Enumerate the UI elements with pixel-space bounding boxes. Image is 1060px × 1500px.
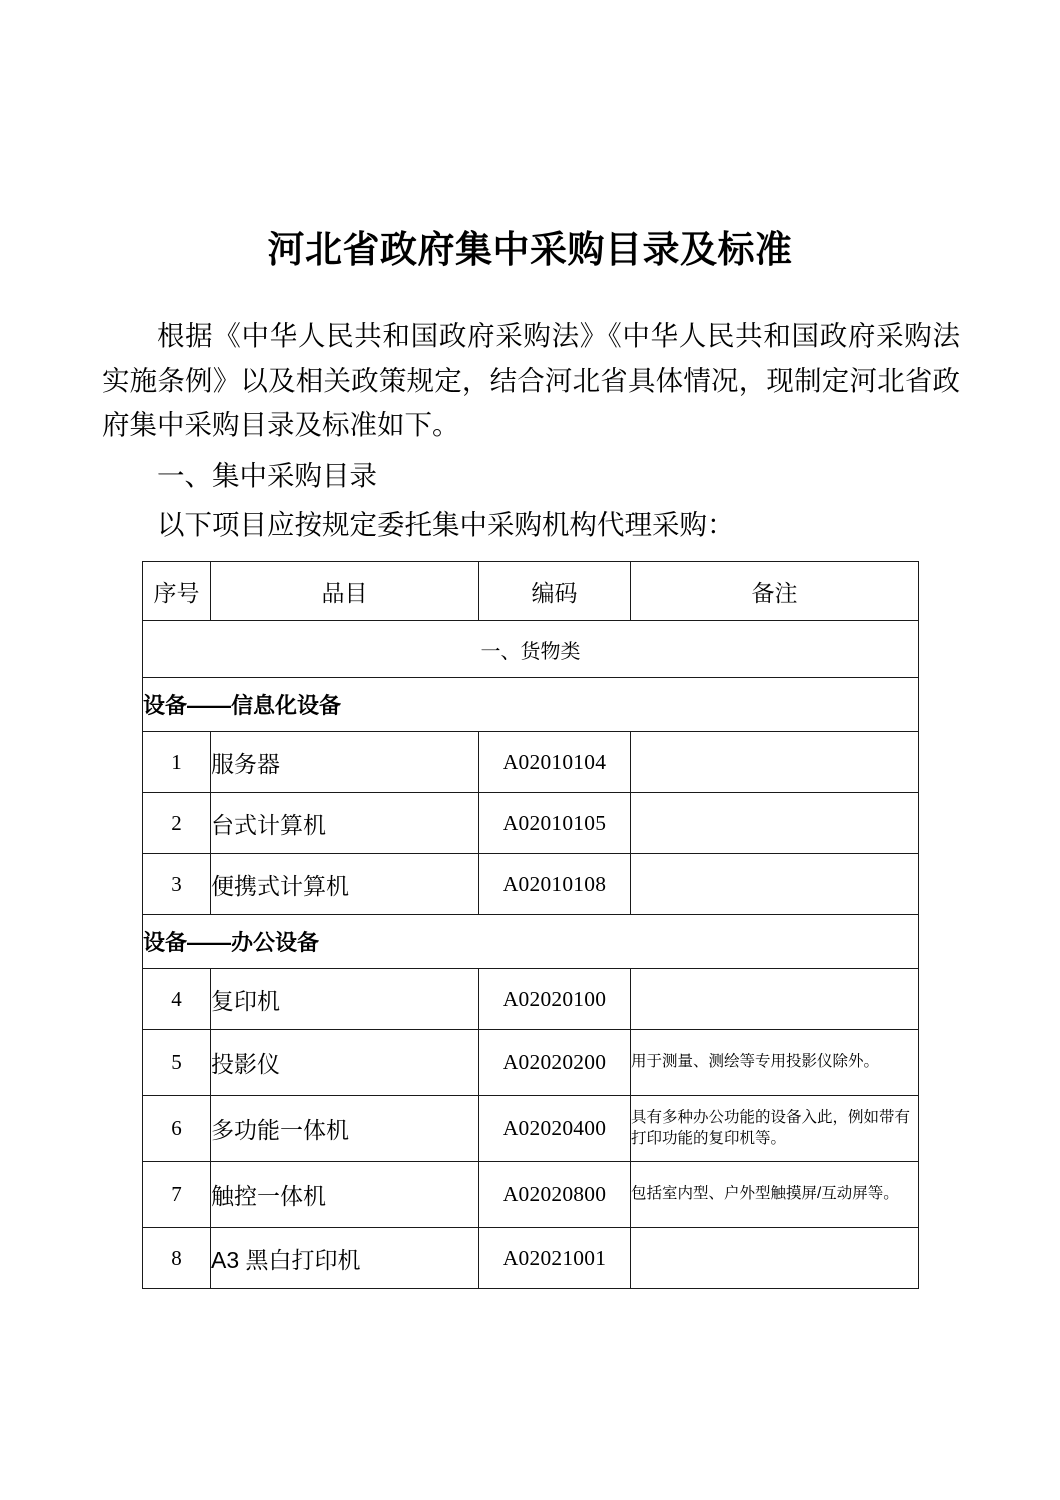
row-no: 2 [143,793,211,854]
catalog-table-container [0,561,1060,1289]
row-note [631,793,919,854]
procurement-catalog-table [142,561,919,1289]
row-note [631,854,919,915]
row-item: 复印机 [211,969,479,1030]
table-row [143,1228,919,1289]
table-row [143,854,919,915]
row-note [631,969,919,1030]
intro-paragraph: 根据《中华人民共和国政府采购法》《中华人民共和国政府采购法实施条例》以及相关政策规定，结合河北省具体情况，现制定河北省政府集中采购目录及标准如下。 [102,320,960,441]
row-no: 8 [143,1228,211,1289]
table-row [143,1096,919,1162]
row-no: 3 [143,854,211,915]
table-row [143,793,919,854]
column-header-item: 品目 [211,562,479,621]
section-heading-one: 一、集中采购目录 [157,460,377,492]
table-row [143,1030,919,1096]
row-note: 具有多种办公功能的设备入此，例如带有打印功能的复印机等。 [631,1096,919,1162]
major-section-row [143,621,919,678]
row-code: A02020200 [479,1030,631,1096]
row-note [631,732,919,793]
document-body [0,314,1060,547]
table-row [143,969,919,1030]
row-item: 台式计算机 [211,793,479,854]
row-item: 投影仪 [211,1030,479,1096]
row-note: 包括室内型、户外型触摸屏/互动屏等。 [631,1162,919,1228]
column-header-note: 备注 [631,562,919,621]
group-header-row-office [143,915,919,969]
row-code: A02021001 [479,1228,631,1289]
group-header-row-informatization [143,678,919,732]
column-header-code: 编码 [479,562,631,621]
row-code: A02010104 [479,732,631,793]
table-row [143,1162,919,1228]
column-header-no: 序号 [143,562,211,621]
row-code: A02020800 [479,1162,631,1228]
row-item: 便携式计算机 [211,854,479,915]
row-no: 5 [143,1030,211,1096]
group-header-label: 设备——办公设备 [143,915,919,969]
row-code: A02010108 [479,854,631,915]
page-title: 河北省政府集中采购目录及标准 [267,229,793,270]
row-item: A3 黑白打印机 [211,1228,479,1289]
table-row [143,732,919,793]
row-item: 服务器 [211,732,479,793]
row-note [631,1228,919,1289]
lead-in-text: 以下项目应按规定委托集中采购机构代理采购： [157,508,735,540]
row-item: 多功能一体机 [211,1096,479,1162]
row-code: A02010105 [479,793,631,854]
row-no: 6 [143,1096,211,1162]
row-note: 用于测量、测绘等专用投影仪除外。 [631,1030,919,1096]
row-item: 触控一体机 [211,1162,479,1228]
row-no: 1 [143,732,211,793]
row-code: A02020400 [479,1096,631,1162]
table-header-row [143,562,919,621]
group-header-label: 设备——信息化设备 [143,678,919,732]
row-code: A02020100 [479,969,631,1030]
major-section-label: 一、货物类 [143,621,919,678]
row-no: 4 [143,969,211,1030]
row-no: 7 [143,1162,211,1228]
